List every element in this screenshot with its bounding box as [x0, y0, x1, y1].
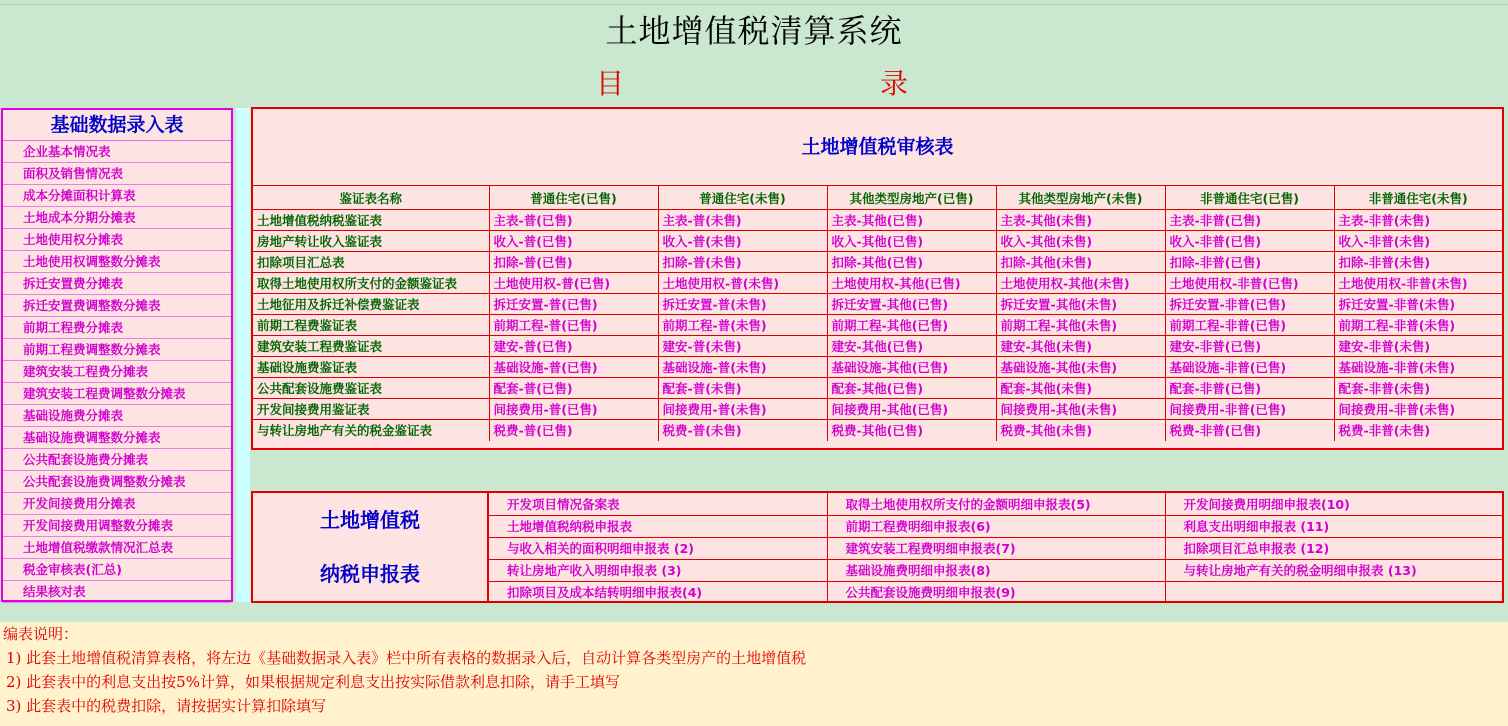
audit-heading: 土地增值税审核表 [253, 109, 1502, 186]
audit-cell-link[interactable]: 税费-普(未售) [658, 420, 827, 441]
audit-row [253, 378, 1502, 399]
audit-cell-link[interactable]: 土地使用权-普(未售) [658, 273, 827, 294]
audit-cell-link[interactable]: 主表-其他(已售) [827, 210, 996, 231]
left-panel-link[interactable]: 土地使用权调整数分摊表 [3, 251, 231, 273]
audit-cell-link[interactable]: 收入-非普(未售) [1334, 231, 1502, 252]
tax-report-link[interactable]: 基础设施费明细申报表(8) [827, 559, 1165, 581]
audit-cell-link[interactable]: 建安-普(已售) [489, 336, 658, 357]
audit-cell-link[interactable]: 间接费用-普(已售) [489, 399, 658, 420]
audit-row [253, 357, 1502, 378]
tax-report-link[interactable]: 扣除项目及成本结转明细申报表(4) [489, 581, 827, 603]
audit-cell-link[interactable]: 建安-非普(已售) [1165, 336, 1334, 357]
audit-cell-link[interactable]: 收入-其他(已售) [827, 231, 996, 252]
audit-row [253, 252, 1502, 273]
audit-column-header: 非普通住宅(未售) [1334, 186, 1502, 210]
audit-cell-link[interactable]: 基础设施-非普(已售) [1165, 357, 1334, 378]
notes-panel [0, 622, 1508, 726]
audit-row-name: 土地征用及拆迁补偿费鉴证表 [253, 294, 489, 315]
tax-report-table [489, 493, 1502, 603]
audit-cell-link[interactable]: 收入-其他(未售) [996, 231, 1165, 252]
audit-cell-link[interactable]: 拆迁安置-非普(未售) [1334, 294, 1502, 315]
tax-report-link[interactable]: 利息支出明细申报表 (11) [1165, 515, 1502, 537]
audit-row-name: 基础设施费鉴证表 [253, 357, 489, 378]
audit-cell-link[interactable]: 扣除-非普(未售) [1334, 252, 1502, 273]
left-panel-link[interactable]: 前期工程费分摊表 [3, 317, 231, 339]
cyan-strip [236, 108, 250, 602]
audit-cell-link[interactable]: 间接费用-非普(已售) [1165, 399, 1334, 420]
audit-row-name: 房地产转让收入鉴证表 [253, 231, 489, 252]
tax-report-link[interactable]: 转让房地产收入明细申报表 (3) [489, 559, 827, 581]
tax-report-empty-cell [1165, 581, 1502, 603]
audit-cell-link[interactable]: 土地使用权-普(已售) [489, 273, 658, 294]
tax-report-label-line1: 土地增值税 [320, 508, 420, 532]
audit-cell-link[interactable]: 前期工程-非普(未售) [1334, 315, 1502, 336]
audit-row-name: 前期工程费鉴证表 [253, 315, 489, 336]
tax-report-row [489, 559, 1502, 581]
audit-cell-link[interactable]: 基础设施-其他(已售) [827, 357, 996, 378]
audit-cell-link[interactable]: 间接费用-其他(已售) [827, 399, 996, 420]
audit-row [253, 399, 1502, 420]
tax-report-link[interactable]: 前期工程费明细申报表(6) [827, 515, 1165, 537]
tax-report-row [489, 493, 1502, 515]
audit-cell-link[interactable]: 间接费用-其他(未售) [996, 399, 1165, 420]
audit-table-panel [251, 107, 1504, 450]
sheet-gridline [0, 0, 1508, 5]
tax-report-link[interactable]: 取得土地使用权所支付的金额明细申报表(5) [827, 493, 1165, 515]
tax-report-link[interactable]: 土地增值税纳税申报表 [489, 515, 827, 537]
audit-cell-link[interactable]: 建安-其他(已售) [827, 336, 996, 357]
audit-cell-link[interactable]: 前期工程-非普(已售) [1165, 315, 1334, 336]
left-panel-link[interactable]: 建筑安装工程费分摊表 [3, 361, 231, 383]
left-panel-link[interactable]: 土地成本分期分摊表 [3, 207, 231, 229]
left-panel-link[interactable]: 开发间接费用分摊表 [3, 493, 231, 515]
left-panel-link[interactable]: 拆迁安置费分摊表 [3, 273, 231, 295]
audit-row-name: 扣除项目汇总表 [253, 252, 489, 273]
audit-cell-link[interactable]: 配套-非普(未售) [1334, 378, 1502, 399]
audit-cell-link[interactable]: 主表-非普(未售) [1334, 210, 1502, 231]
audit-cell-link[interactable]: 前期工程-其他(未售) [996, 315, 1165, 336]
audit-row [253, 294, 1502, 315]
tax-report-panel [251, 491, 1504, 603]
audit-cell-link[interactable]: 配套-普(已售) [489, 378, 658, 399]
audit-cell-link[interactable]: 基础设施-其他(未售) [996, 357, 1165, 378]
left-panel-link[interactable]: 企业基本情况表 [3, 141, 231, 163]
left-panel-link[interactable]: 土地使用权分摊表 [3, 229, 231, 251]
audit-column-header: 其他类型房地产(已售) [827, 186, 996, 210]
basic-data-heading: 基础数据录入表 [3, 110, 231, 141]
directory-char-left: 目 [596, 67, 625, 100]
audit-cell-link[interactable]: 拆迁安置-非普(已售) [1165, 294, 1334, 315]
audit-cell-link[interactable]: 主表-普(未售) [658, 210, 827, 231]
audit-cell-link[interactable]: 收入-普(已售) [489, 231, 658, 252]
audit-cell-link[interactable]: 扣除-普(未售) [658, 252, 827, 273]
audit-cell-link[interactable]: 主表-非普(已售) [1165, 210, 1334, 231]
left-panel-link[interactable]: 面积及销售情况表 [3, 163, 231, 185]
notes-heading: 编表说明： [3, 625, 79, 643]
notes-line: 3) 此套表中的税费扣除，请按据实计算扣除填写 [6, 697, 327, 715]
tax-report-link[interactable]: 与收入相关的面积明细申报表 (2) [489, 537, 827, 559]
audit-cell-link[interactable]: 税费-其他(已售) [827, 420, 996, 441]
audit-cell-link[interactable]: 配套-其他(未售) [996, 378, 1165, 399]
left-panel-link[interactable]: 税金审核表(汇总) [3, 559, 231, 581]
left-panel-link[interactable]: 拆迁安置费调整数分摊表 [3, 295, 231, 317]
left-panel-link[interactable]: 开发间接费用调整数分摊表 [3, 515, 231, 537]
audit-column-header: 其他类型房地产(未售) [996, 186, 1165, 210]
audit-row [253, 210, 1502, 231]
audit-row-name: 取得土地使用权所支付的金额鉴证表 [253, 273, 489, 294]
left-panel-link[interactable]: 建筑安装工程费调整数分摊表 [3, 383, 231, 405]
audit-row [253, 336, 1502, 357]
notes-line: 1) 此套土地增值税清算表格，将左边《基础数据录入表》栏中所有表格的数据录入后，自动计算各类型房产的土地增值税 [6, 649, 807, 667]
audit-column-header: 普通住宅(未售) [658, 186, 827, 210]
audit-cell-link[interactable]: 税费-其他(未售) [996, 420, 1165, 441]
tax-report-link[interactable]: 建筑安装工程费明细申报表(7) [827, 537, 1165, 559]
audit-cell-link[interactable]: 土地使用权-非普(已售) [1165, 273, 1334, 294]
audit-cell-link[interactable]: 建安-非普(未售) [1334, 336, 1502, 357]
audit-cell-link[interactable]: 配套-普(未售) [658, 378, 827, 399]
left-panel-link[interactable]: 结果核对表 [3, 581, 231, 603]
left-panel-link[interactable]: 基础设施费调整数分摊表 [3, 427, 231, 449]
tax-report-link[interactable]: 与转让房地产有关的税金明细申报表 (13) [1165, 559, 1502, 581]
audit-cell-link[interactable]: 拆迁安置-其他(已售) [827, 294, 996, 315]
audit-cell-link[interactable]: 配套-其他(已售) [827, 378, 996, 399]
notes-line: 2) 此套表中的利息支出按5%计算，如果根据规定利息支出按实际借款利息扣除，请手工填写 [6, 673, 620, 691]
audit-cell-link[interactable]: 建安-其他(未售) [996, 336, 1165, 357]
audit-table [253, 186, 1502, 441]
audit-column-header: 非普通住宅(已售) [1165, 186, 1334, 210]
audit-cell-link[interactable]: 土地使用权-其他(已售) [827, 273, 996, 294]
tax-report-label [253, 493, 489, 601]
audit-row [253, 315, 1502, 336]
audit-cell-link[interactable]: 基础设施-普(已售) [489, 357, 658, 378]
audit-row [253, 231, 1502, 252]
tax-report-link[interactable]: 扣除项目汇总申报表 (12) [1165, 537, 1502, 559]
audit-cell-link[interactable]: 基础设施-普(未售) [658, 357, 827, 378]
audit-cell-link[interactable]: 主表-其他(未售) [996, 210, 1165, 231]
audit-row-name: 与转让房地产有关的税金鉴证表 [253, 420, 489, 441]
audit-cell-link[interactable]: 拆迁安置-普(未售) [658, 294, 827, 315]
left-panel-link[interactable]: 基础设施费分摊表 [3, 405, 231, 427]
tax-report-row [489, 515, 1502, 537]
audit-cell-link[interactable]: 主表-普(已售) [489, 210, 658, 231]
left-panel-link[interactable]: 成本分摊面积计算表 [3, 185, 231, 207]
audit-row [253, 273, 1502, 294]
tax-report-row [489, 581, 1502, 603]
audit-column-header: 鉴证表名称 [253, 186, 489, 210]
audit-cell-link[interactable]: 税费-非普(已售) [1165, 420, 1334, 441]
audit-cell-link[interactable]: 土地使用权-非普(未售) [1334, 273, 1502, 294]
left-panel-link[interactable]: 土地增值税缴款情况汇总表 [3, 537, 231, 559]
audit-row-name: 建筑安装工程费鉴证表 [253, 336, 489, 357]
audit-cell-link[interactable]: 扣除-非普(已售) [1165, 252, 1334, 273]
tax-report-row [489, 537, 1502, 559]
left-panel-link[interactable]: 前期工程费调整数分摊表 [3, 339, 231, 361]
audit-cell-link[interactable]: 前期工程-其他(已售) [827, 315, 996, 336]
page-title: 土地增值税清算系统 [605, 12, 903, 50]
audit-cell-link[interactable]: 土地使用权-其他(未售) [996, 273, 1165, 294]
directory-char-right: 录 [880, 67, 909, 100]
audit-cell-link[interactable]: 间接费用-非普(未售) [1334, 399, 1502, 420]
audit-cell-link[interactable]: 收入-普(未售) [658, 231, 827, 252]
audit-cell-link[interactable]: 扣除-其他(已售) [827, 252, 996, 273]
audit-cell-link[interactable]: 间接费用-普(未售) [658, 399, 827, 420]
basic-data-panel [1, 108, 233, 602]
audit-cell-link[interactable]: 税费-非普(未售) [1338, 423, 1431, 439]
audit-row-name: 开发间接费用鉴证表 [253, 399, 489, 420]
left-panel-link[interactable]: 公共配套设施费分摊表 [3, 449, 231, 471]
audit-cell-link[interactable]: 收入-非普(已售) [1165, 231, 1334, 252]
audit-cell-link[interactable]: 前期工程-普(未售) [658, 315, 827, 336]
audit-row-name: 土地增值税纳税鉴证表 [253, 210, 489, 231]
audit-row-name: 公共配套设施费鉴证表 [253, 378, 489, 399]
audit-cell-link[interactable]: 配套-非普(已售) [1165, 378, 1334, 399]
left-panel-link[interactable]: 公共配套设施费调整数分摊表 [3, 471, 231, 493]
audit-cell-link[interactable]: 扣除-其他(未售) [996, 252, 1165, 273]
audit-cell-link[interactable]: 税费-普(已售) [489, 420, 658, 441]
tax-report-label-line2: 纳税申报表 [320, 562, 420, 586]
audit-cell-link[interactable]: 拆迁安置-普(已售) [489, 294, 658, 315]
audit-cell-link[interactable]: 基础设施-非普(未售) [1334, 357, 1502, 378]
audit-cell-link[interactable]: 扣除-普(已售) [489, 252, 658, 273]
audit-cell-link[interactable]: 前期工程-普(已售) [489, 315, 658, 336]
tax-report-link[interactable]: 开发项目情况备案表 [489, 493, 827, 515]
audit-row [253, 420, 1502, 441]
audit-column-header: 普通住宅(已售) [489, 186, 658, 210]
tax-report-link[interactable]: 开发间接费用明细申报表(10) [1165, 493, 1502, 515]
audit-cell-link[interactable]: 建安-普(未售) [658, 336, 827, 357]
tax-report-link[interactable]: 公共配套设施费明细申报表(9) [827, 581, 1165, 603]
audit-cell-link[interactable]: 拆迁安置-其他(未售) [996, 294, 1165, 315]
